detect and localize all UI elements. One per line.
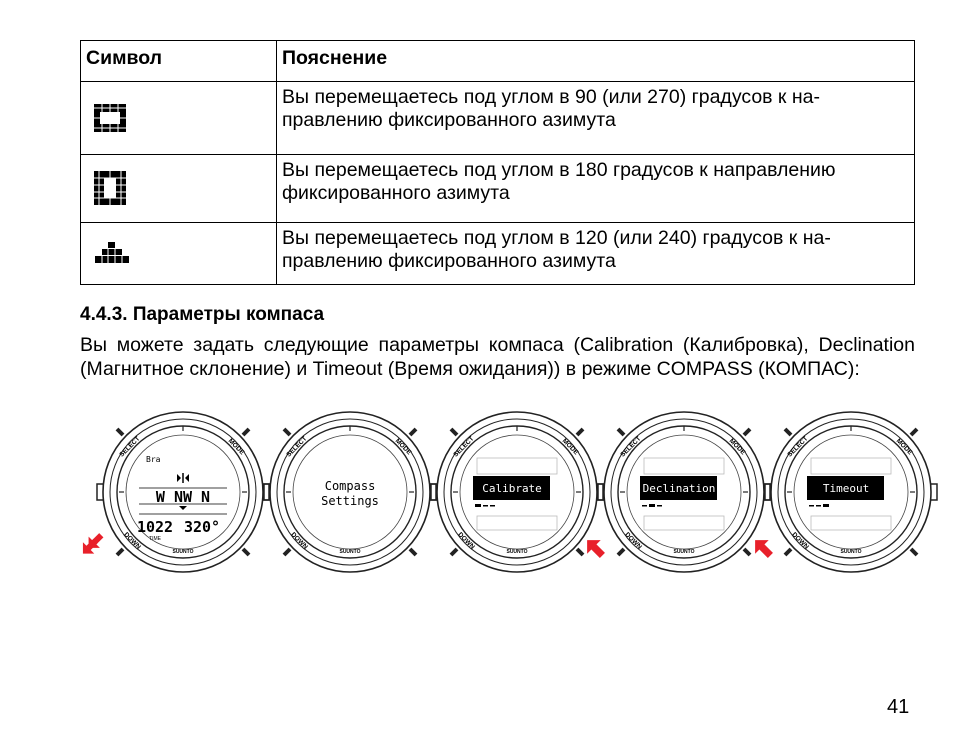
compass-heading: W NW N [155,488,211,506]
header-explanation: Пояснение [277,41,915,82]
menu-line-2: Settings [321,494,379,508]
brand-label: SUUNTO [673,549,695,555]
press-arrow-icon [580,533,609,562]
brand-label: SUUNTO [172,549,194,555]
select-button-label: SELECT [285,435,309,459]
row-explanation: Вы перемещаетесь под углом в 120 (или 240) градусов к на-правлению фиксированного азимута [277,223,915,285]
mode-button-label: MODE [393,437,413,457]
mode-button-label: MODE [226,437,246,457]
compass-top-label: Bra [146,455,161,464]
tall-box-icon [93,170,127,206]
press-arrow-icon [748,533,777,562]
select-button-label: SELECT [786,435,810,459]
symbol-table [80,40,915,285]
brand-label: SUUNTO [339,549,361,555]
select-button-label: SELECT [118,435,142,459]
watch-timeout [765,412,937,572]
select-button-label: SELECT [452,435,476,459]
mode-button-label: MODE [894,437,914,457]
table-row [81,223,915,285]
header-symbol: Символ [81,41,277,82]
brand-label: SUUNTO [506,549,528,555]
table-row [81,82,915,155]
mode-button-label: MODE [560,437,580,457]
watch-compass [97,412,269,572]
page-number: 41 [887,696,910,718]
down-button-label: DOWN [456,531,476,551]
option-label: Declination [642,482,716,495]
row-explanation: Вы перемещаетесь под углом в 90 (или 270) градусов к на-правлению фиксированного азимута [277,82,915,155]
watch-compass-settings [264,412,436,572]
down-button-label: DOWN [790,531,810,551]
select-button-label: SELECT [619,435,643,459]
down-button-label: DOWN [289,531,309,551]
table-header-row [81,41,915,82]
compass-time: 1022 [136,518,174,536]
section-paragraph: Вы можете задать следующие параметры компаса (Calibration (Калибровка), Declination (Магнитное склонение) и Timeout (Время ожидания)) в режиме COMPASS (КОМПАС): [80,334,915,380]
down-button-label: DOWN [623,531,643,551]
triangle-icon [93,240,131,266]
section-heading: 4.4.3. Параметры компаса [80,304,325,325]
option-label: Calibrate [482,482,542,495]
watch-declination [598,412,770,572]
compass-bearing: 320° [183,518,221,536]
double-press-arrow-icon [80,530,107,560]
square-box-icon [93,103,127,133]
compass-bottom-label: TIME [149,536,161,542]
table-row [81,155,915,223]
watch-calibrate [431,412,603,572]
down-button-label: DOWN [122,531,142,551]
option-label: Timeout [822,482,870,495]
row-explanation: Вы перемещаетесь под углом в 180 градусов к направлению фиксированного азимута [277,155,915,223]
menu-line-1: Compass [324,479,376,493]
brand-label: SUUNTO [840,549,862,555]
mode-button-label: MODE [727,437,747,457]
watch-illustrations [80,410,940,580]
